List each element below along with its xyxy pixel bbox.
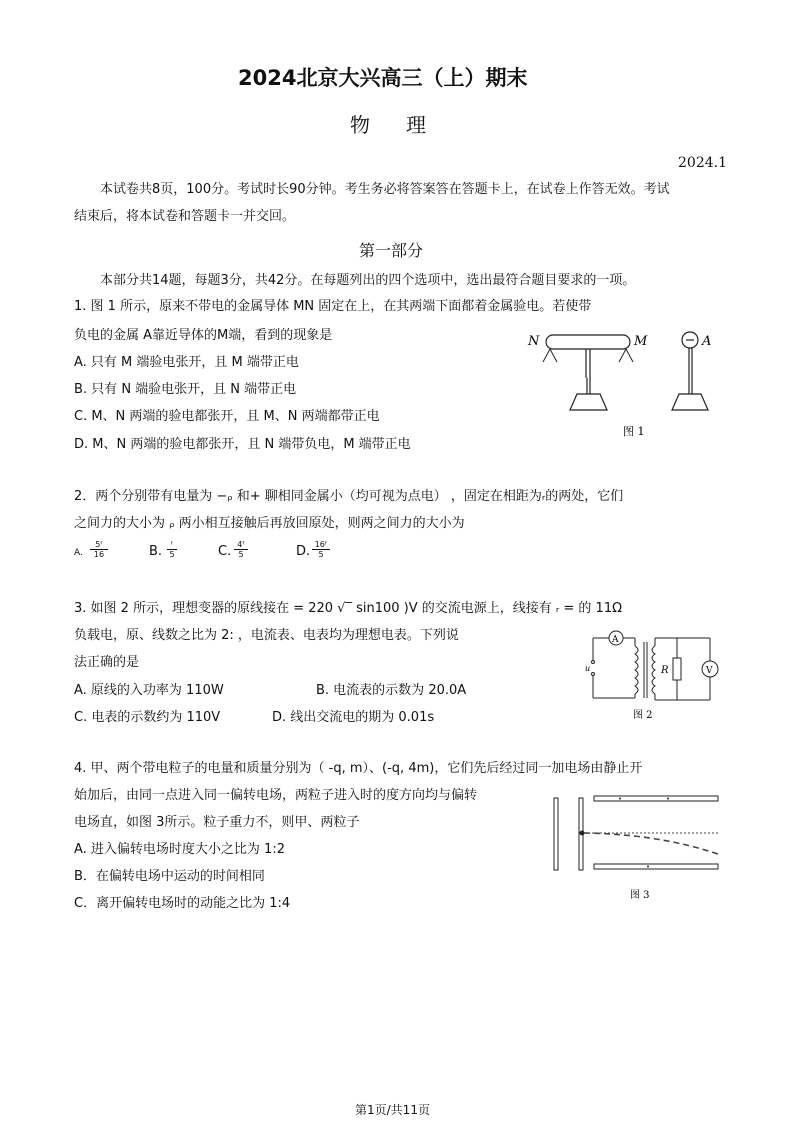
exam-title: 2024北京大兴高三（上）期末 <box>238 66 528 90</box>
q2-option-c-denominator: 5 <box>238 550 244 559</box>
q4-option-a: A. 进入偏转电场时度大小之比为 1:2 <box>74 842 285 857</box>
intro-line-2: 结束后，将本试卷和答题卡一并交回。 <box>74 209 296 224</box>
intro-line-1: 本试卷共8页，100分。考试时长90分钟。考生务必将答案答在答题卡上，在试卷上作答无效。考试 <box>100 182 670 197</box>
q2-option-b-numerator: ᶠ <box>167 540 177 550</box>
q4-stem-line-2: 始加后，由同一点进入同一偏转电场，两粒子进入时的度方向均与偏转 <box>74 788 478 803</box>
q2-stem-line-1: 2．两个分别带有电量为 −ᵨ 和+ 聊相同金属小（均可视为点电） ，固定在相距为ᵣ的两处，它们 <box>74 489 624 504</box>
q3-stem-line-2: 负载电，原、线数之比为 2: ，电流表、电表均为理想电表。下列说 <box>74 628 459 643</box>
q1-option-b: B. 只有 N 端验电张开，且 N 端带正电 <box>74 382 297 397</box>
fig2-caption: 图 2 <box>633 710 653 721</box>
q3-stem-line-1: 3. 如图 2 所示，理想变器的原线接在 = 220 √‾ sin100 )V 的交流电源上，线接有 ᵣ = 的 11Ω <box>74 601 623 616</box>
q2-option-c-numerator: 4ᶠ <box>234 540 248 550</box>
q2-option-d-denominator: 5 <box>318 550 324 559</box>
q2-option-c-fraction <box>234 540 248 559</box>
q4-option-b: B．在偏转电场中运动的时间相同 <box>74 869 265 884</box>
part1-heading: 第一部分 <box>359 241 424 260</box>
q4-stem-line-3: 电场直，如图 3所示。粒子重力不，则甲、两粒子 <box>74 815 360 830</box>
q2-option-b-letter: B. <box>149 544 163 559</box>
fig1-label-a: A <box>702 334 712 349</box>
fig2-ammeter-label: A <box>612 635 619 645</box>
q2-option-a-numerator: 5ᶠ <box>90 540 108 550</box>
q2-option-b-fraction <box>167 540 177 559</box>
q1-option-c: C. M、N 两端的验电都张开，且 M、N 两端都带正电 <box>74 409 380 424</box>
q4-option-c: C．离开偏转电场时的动能之比为 1:4 <box>74 896 291 911</box>
q3-option-a: A. 原线的入功率为 110W <box>74 683 224 698</box>
q4-stem-line-1: 4. 甲、两个带电粒子的电量和质量分别为（ -q, m）、(-q, 4m)，它们先后经过同一加电场由静止开 <box>74 761 643 776</box>
part1-instructions: 本部分共14题，每题3分，共42分。在每题列出的四个选项中，选出最符合题目要求的一项。 <box>100 273 636 288</box>
q2-option-a-fraction <box>90 540 108 559</box>
q3-option-b: B. 电流表的示数为 20.0A <box>316 683 467 698</box>
q2-option-b-denominator: 5 <box>169 550 175 559</box>
fig2-source-label: u <box>585 664 591 673</box>
q2-option-a-denominator: 16 <box>93 550 105 559</box>
q1-option-a: A. 只有 M 端验电张开，且 M 端带正电 <box>74 355 299 370</box>
q3-option-d: D. 线出交流电的期为 0.01s <box>272 710 435 725</box>
q3-option-c: C. 电表的示数约为 110V <box>74 710 221 725</box>
q2-option-d-numerator: 16ᶠ <box>312 540 330 550</box>
q1-option-d: D. M、N 两端的验电都张开，且 N 端带负电，M 端带正电 <box>74 437 411 452</box>
subject-title: 物理 <box>350 113 462 137</box>
q2-stem-line-2: 之间力的大小为 ᵨ 两小相互接触后再放回原处，则两之间力的大小为 <box>74 516 465 531</box>
exam-date: 2024.1 <box>678 155 727 171</box>
fig3-caption: 图 3 <box>630 890 650 901</box>
q2-option-c-letter: C. <box>218 544 232 559</box>
q2-option-a-letter: A. <box>74 548 83 558</box>
fig2-resistor-label: R <box>661 665 669 676</box>
fig1-label-n: N <box>528 334 540 349</box>
figure-1-electroscope-diagram <box>520 322 720 447</box>
figure-2-transformer-circuit <box>585 628 725 723</box>
q2-option-d-letter: D. <box>296 544 311 559</box>
page-footer: 第1页/共11页 <box>355 1103 430 1117</box>
q1-stem-line-2: 负电的金属 A靠近导体的M端，看到的现象是 <box>74 328 333 343</box>
fig2-voltmeter-label: V <box>706 666 713 676</box>
q1-stem-line-1: 1. 图 1 所示，原来不带电的金属导体 MN 固定在上，在其两端下面都着金属验电。若使带 <box>74 299 592 314</box>
fig1-caption: 图 1 <box>623 425 645 438</box>
q3-stem-line-3: 法正确的是 <box>74 655 140 670</box>
figure-3-deflection-field-diagram <box>548 790 728 905</box>
fig1-label-m: M <box>634 334 648 349</box>
q2-option-d-fraction <box>312 540 330 559</box>
